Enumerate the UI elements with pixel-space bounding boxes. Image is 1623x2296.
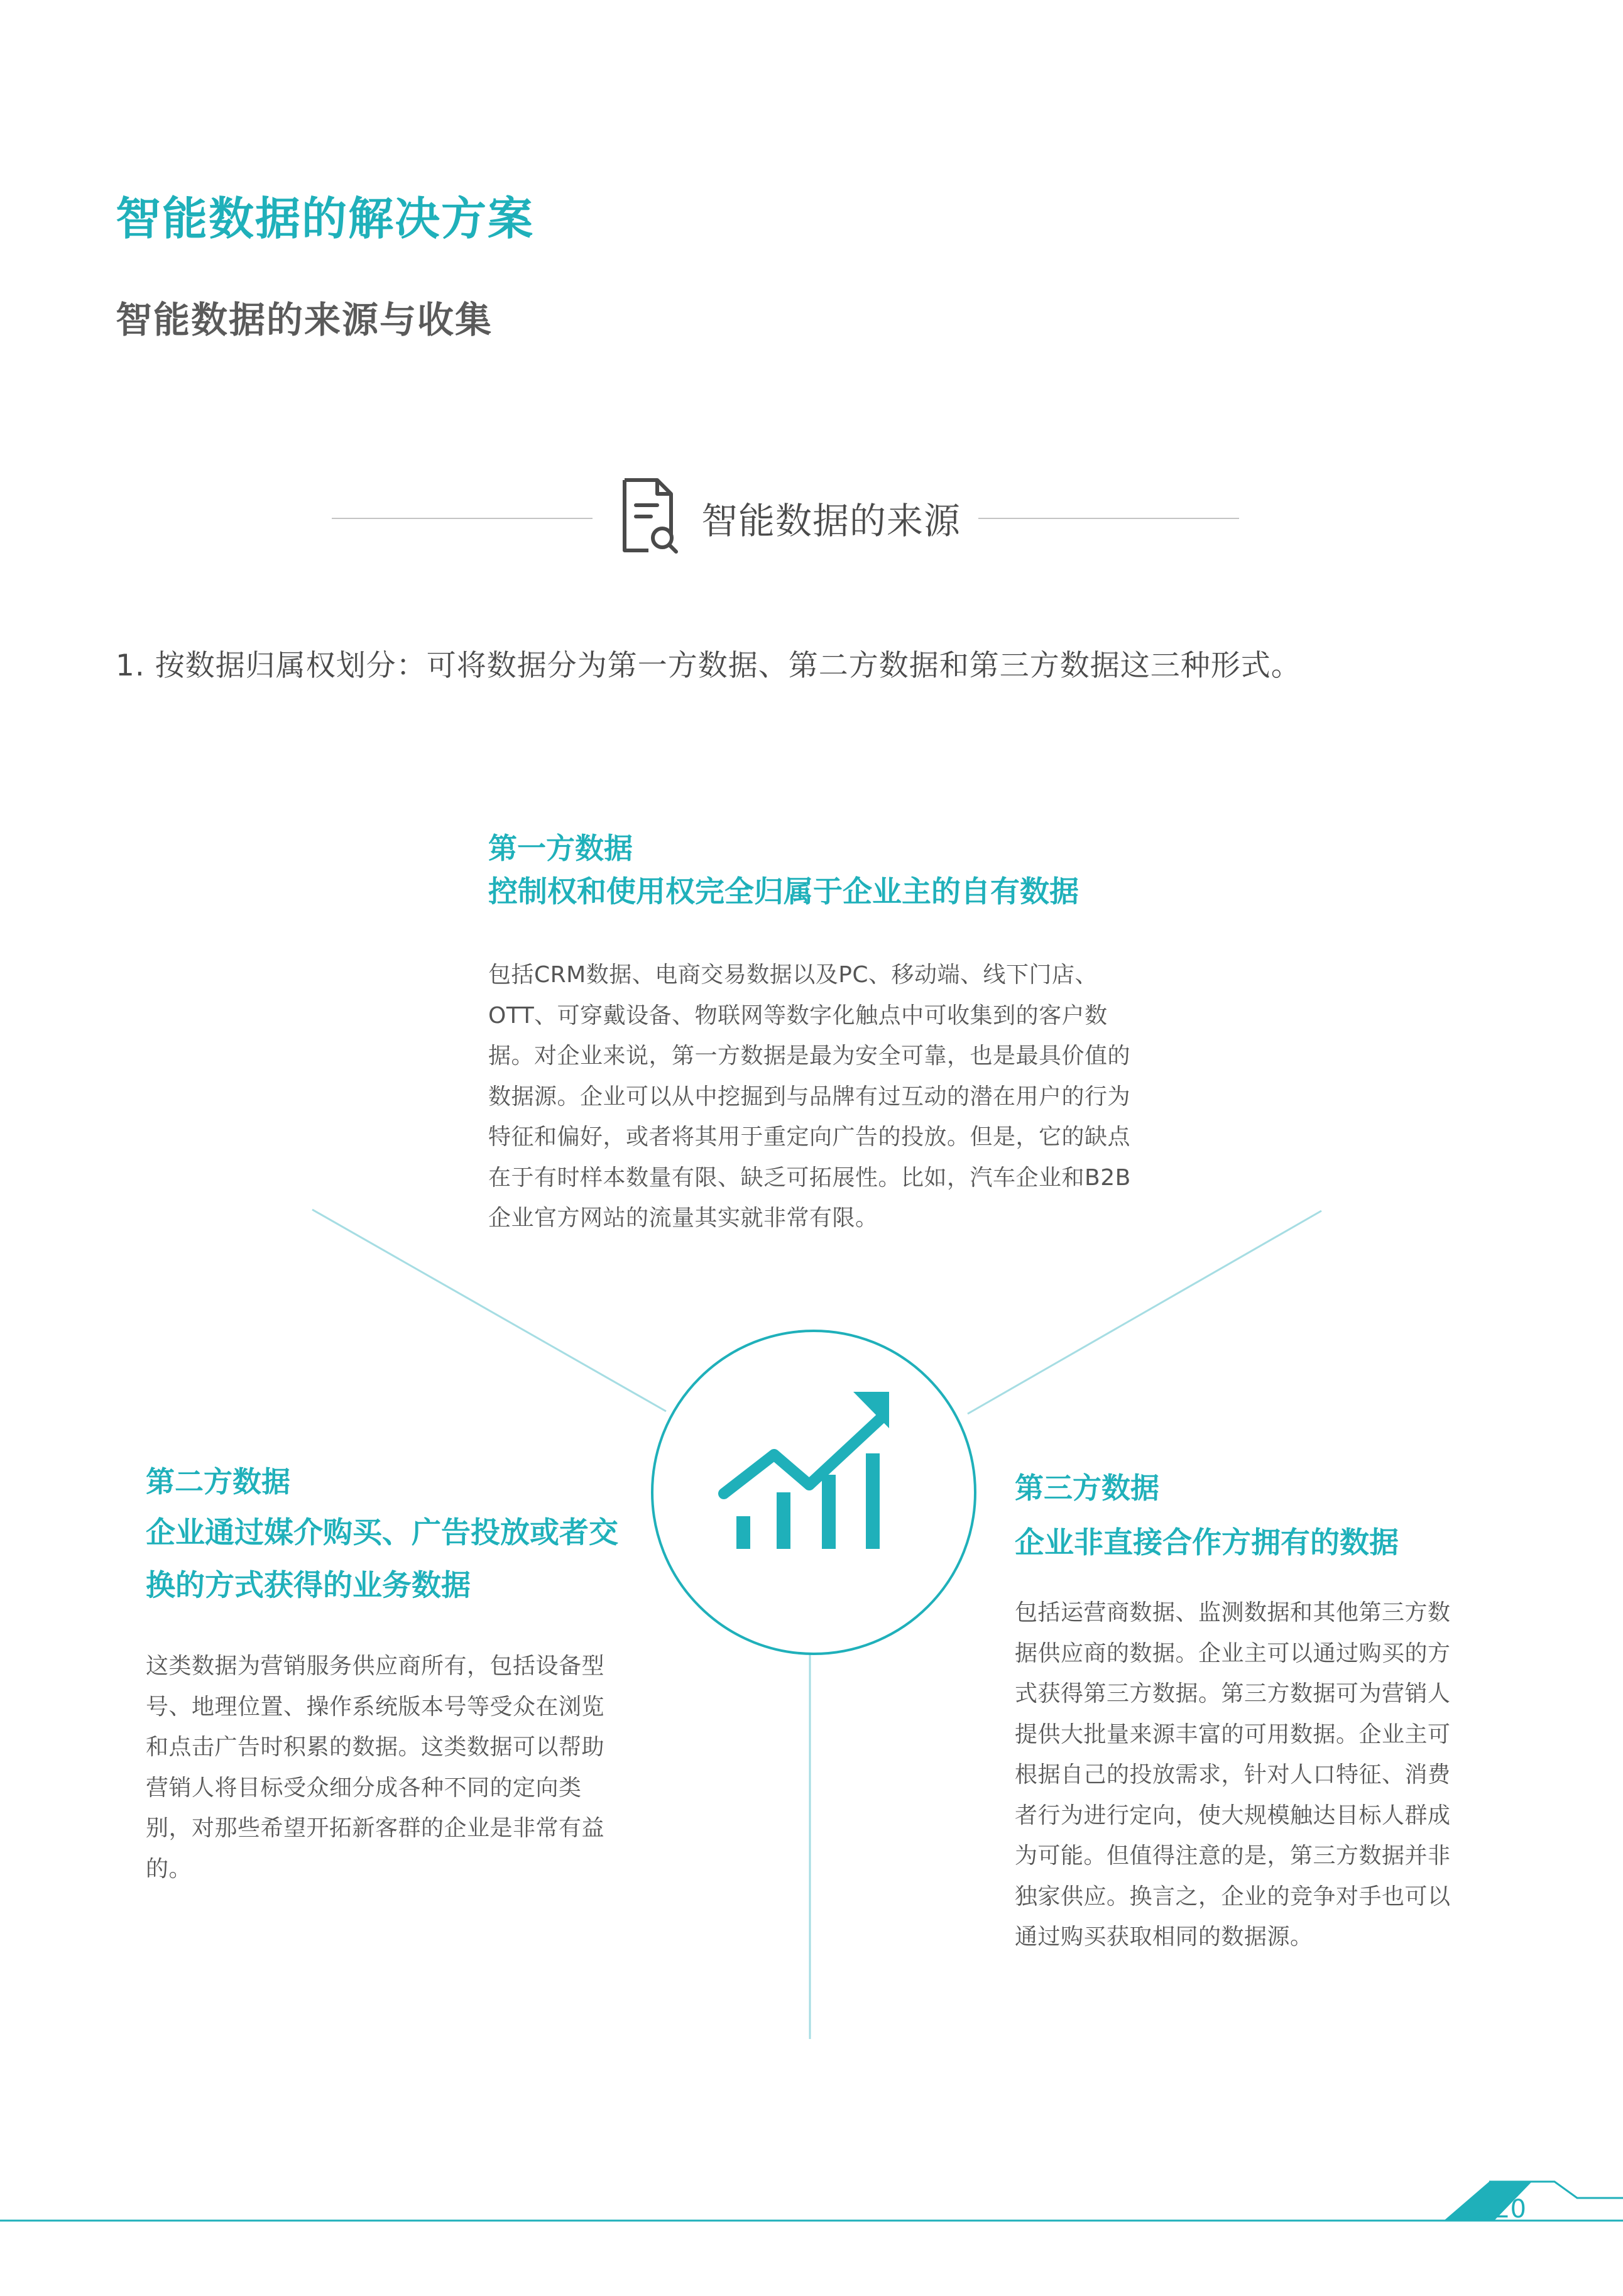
third-party-title: 第三方数据	[1015, 1471, 1159, 1505]
section-label: 智能数据的来源	[701, 500, 961, 542]
third-party-body: 包括运营商数据、监测数据和其他第三方数据供应商的数据。企业主可以通过购买的方式获得第三方数据。第三方数据可为营销人提供大批量来源丰富的可用数据。企业主可根据自己的投放需求，针对人口特征、消费者行为进行定向，使大规模触达目标人群成为可能。但值得注意的是，第三方数据并非独家供应。换言之，企业的竞争对手也可以通过购买获取相同的数据源。	[1015, 1600, 1451, 1950]
third-party-headline: 企业非直接合作方拥有的数据	[1015, 1526, 1399, 1560]
second-party-body: 这类数据为营销服务供应商所有，包括设备型号、地理位置、操作系统版本号等受众在浏览和点击广告时积累的数据。这类数据可以帮助营销人将目标受众细分成各种不同的定向类别，对那些希望开拓新客群的企业是非常有益的。	[146, 1653, 605, 1882]
growth-chart-icon	[716, 1386, 892, 1552]
first-party-title: 第一方数据	[488, 831, 633, 865]
second-party-title: 第二方数据	[146, 1465, 290, 1499]
intro-text: 1. 按数据归属权划分：可将数据分为第一方数据、第二方数据和第三方数据这三种形式。	[116, 648, 1301, 683]
connector-left	[312, 1210, 666, 1411]
footer-rule	[0, 2174, 1623, 2224]
page-number: 20	[1494, 2195, 1526, 2224]
second-party-headline: 企业通过媒介购买、广告投放或者交换的方式获得的业务数据	[146, 1516, 618, 1603]
first-party-headline: 控制权和使用权完全归属于企业主的自有数据	[488, 875, 1079, 909]
page-subtitle: 智能数据的来源与收集	[116, 298, 493, 341]
page-title: 智能数据的解决方案	[116, 192, 535, 245]
first-party-body: 包括CRM数据、电商交易数据以及PC、移动端、线下门店、OTT、可穿戴设备、物联网等数字化触点中可收集到的客户数据。对企业来说，第一方数据是最为安全可靠，也是最具价值的数据源。企业可以从中挖掘到与品牌有过互动的潜在用户的行为特征和偏好，或者将其用于重定向广告的投放。但是，它的缺点在于有时样本数量有限、缺乏可拓展性。比如，汽车企业和B2B企业官方网站的流量其实就非常有限。	[488, 962, 1131, 1231]
connector-right	[968, 1211, 1321, 1414]
